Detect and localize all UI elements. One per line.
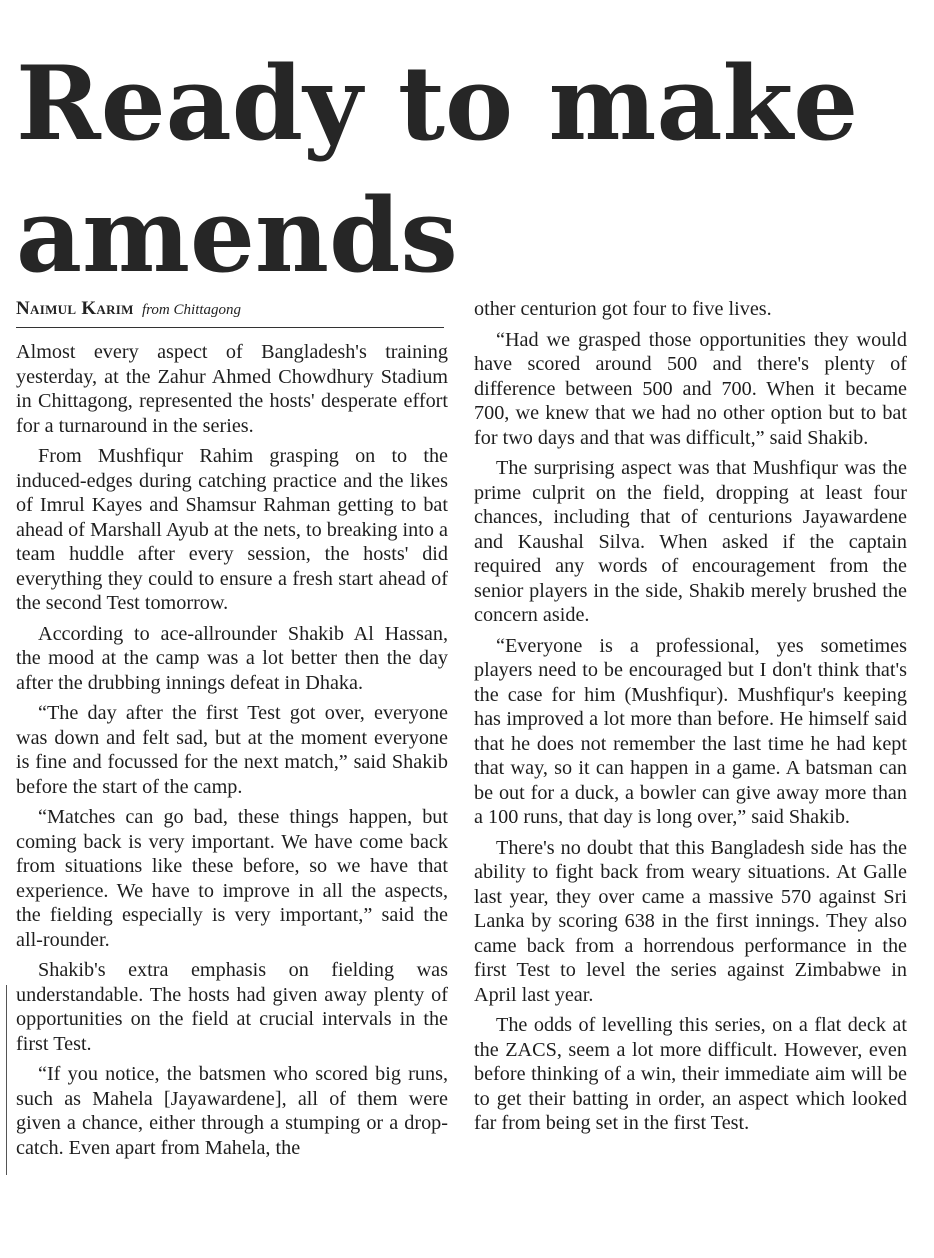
article-column-2 (474, 297, 907, 1142)
paragraph: “Matches can go bad, these things happen, but coming back is very important. We have come back from situations like these before, so we have that experience. We have to improve in all the aspects, the fielding especially is very important,” said the all-rounder. (16, 806, 448, 951)
byline-rule (16, 327, 444, 328)
paragraph: “Everyone is a professional, yes sometimes players need to be encouraged but I don't think that's the case for him (Mushfiqur). Mushfiqur's keeping has improved a lot more than before. He himself said that he does not remember the last time he had kept that way, so it can happen in a game. A batsman can be out for a duck, a bowler can give away more than a 100 runs, that day is long over,” said Shakib. (474, 634, 907, 828)
author-name: Naimul Karim (16, 298, 134, 319)
paragraph: “Had we grasped those opportunities they would have scored around 500 and there's plenty of difference between 500 and 700. When it became 700, we knew that we had no other option but to bat for two days and that was difficult,” said Shakib. (474, 328, 907, 449)
paragraph: “If you notice, the batsmen who scored big runs, such as Mahela [Jayawardene], all of them were given a chance, either through a stumping or a drop-catch. Even apart from Mahela, the (16, 1063, 448, 1159)
paragraph: other centurion got four to five lives. (474, 298, 772, 320)
byline (16, 298, 444, 321)
headline: Ready to make amends (16, 44, 859, 296)
article-column-1 (16, 340, 448, 1166)
paragraph: According to ace-allrounder Shakib Al Hassan, the mood at the camp was a lot better then the day after the drubbing innings defeat in Dhaka. (16, 622, 448, 694)
margin-rule (6, 985, 7, 1175)
dateline-location: from Chittagong (141, 302, 242, 318)
paragraph: There's no doubt that this Bangladesh side has the ability to fight back from weary situations. At Galle last year, they over came a massive 570 against Sri Lanka by scoring 638 in the first innings. They also came back from a horrendous performance in the first Test to level the series against Zimbabwe in April last year. (474, 836, 907, 1006)
paragraph: “The day after the first Test got over, everyone was down and felt sad, but at the moment everyone is fine and focussed for the next match,” said Shakib before the start of the camp. (16, 702, 448, 798)
paragraph: Shakib's extra emphasis on fielding was understandable. The hosts had given away plenty of opportunities on the field at crucial intervals in the first Test. (16, 959, 448, 1055)
paragraph: Almost every aspect of Bangladesh's training yesterday, at the Zahur Ahmed Chowdhury Stadium in Chittagong, represented the hosts' desperate effort for a turnaround in the series. (16, 341, 448, 437)
paragraph: From Mushfiqur Rahim grasping on to the induced-edges during catching practice and the likes of Imrul Kayes and Shamsur Rahman getting to bat ahead of Marshall Ayub at the nets, to breaking into a team huddle after every session, the hosts' did everything they could to ensure a fresh start ahead of the second Test tomorrow. (16, 445, 448, 614)
paragraph: The odds of levelling this series, on a flat deck at the ZACS, seem a lot more difficult. However, even before thinking of a win, their immediate aim will be to get their batting in order, an aspect which looked far from being set in the first Test. (474, 1014, 907, 1134)
paragraph: The surprising aspect was that Mushfiqur was the prime culprit on the field, dropping at least four chances, including that of centurions Jayawardene and Kaushal Silva. When asked if the captain required any words of encouragement from the senior players in the side, Shakib merely brushed the concern aside. (474, 457, 907, 626)
